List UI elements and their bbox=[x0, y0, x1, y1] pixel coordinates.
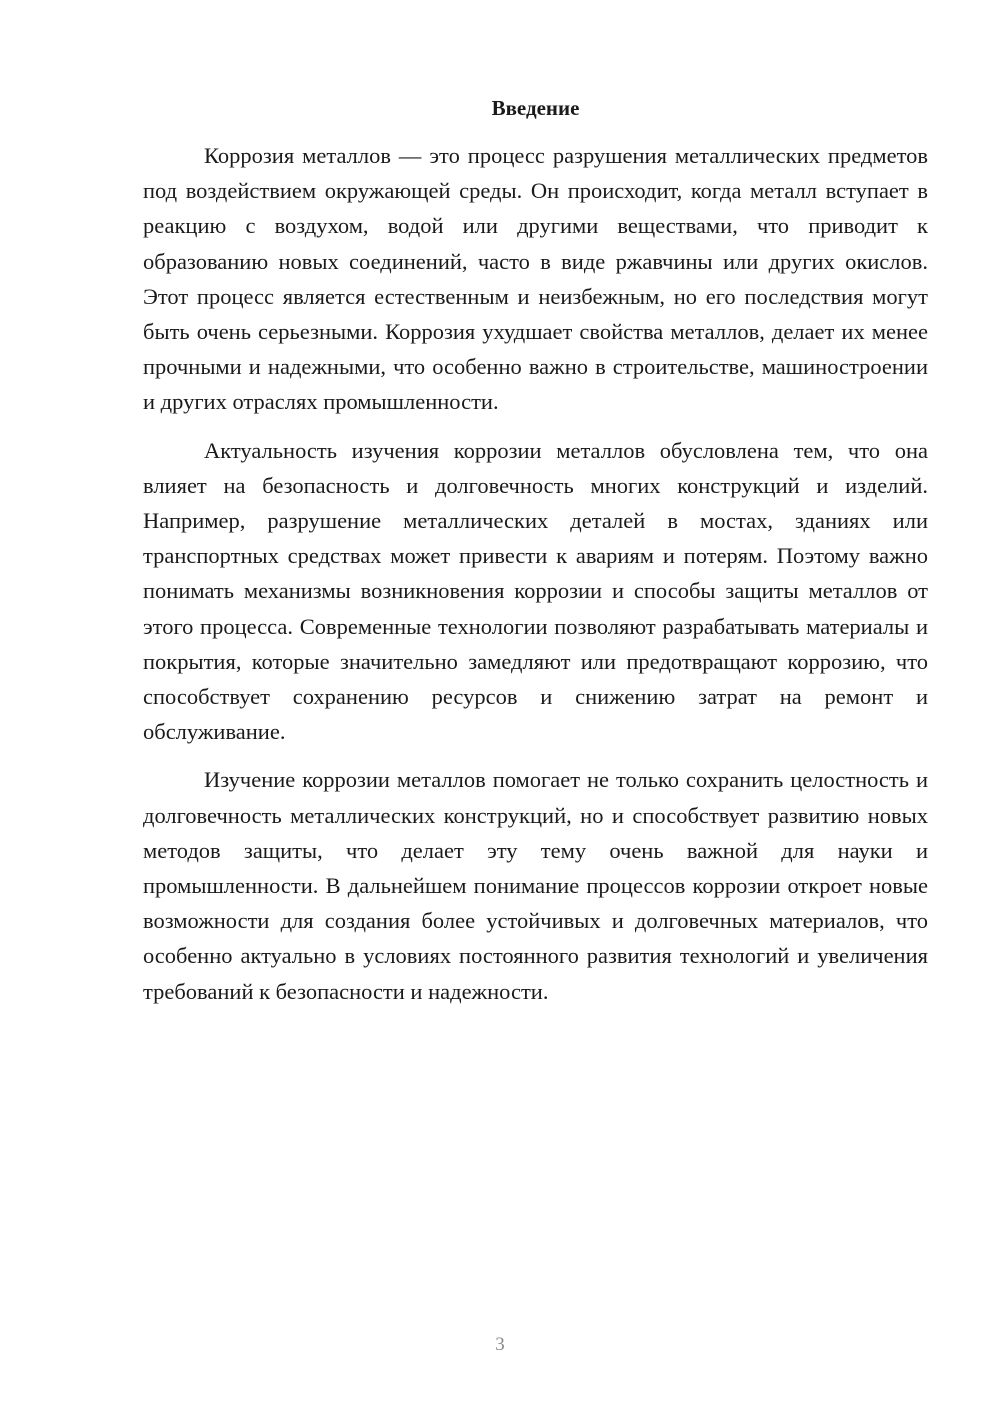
section-title: Введение bbox=[491, 96, 580, 120]
paragraph-conclusion: Изучение коррозии металлов помогает не только сохранить целостность и долговечность металлических конструкций, но и способствует развитию новых методов защиты, что делает эту тему очень важной для науки и промышленности. В дальнейшем понимание процессов коррозии откроет новые возможности для создания более устойчивых и долговечных материалов, что особенно актуально в условиях постоянного развития технологий и увеличения требований к безопасности и надежности. bbox=[143, 767, 928, 1004]
page-number: 3 bbox=[495, 1334, 505, 1355]
page-content bbox=[143, 90, 928, 1022]
paragraph-intro: Коррозия металлов — это процесс разрушения металлических предметов под воздействием окружающей среды. Он происходит, когда металл вступает в реакцию с воздухом, водой или другими веществами, что приводит к образованию новых соединений, часто в виде ржавчины или других окислов. Этот процесс является естественным и неизбежным, но его последствия могут быть очень серьезными. Коррозия ухудшает свойства металлов, делает их менее прочными и надежными, что особенно важно в строительстве, машиностроении и других отраслях промышленности. bbox=[143, 143, 928, 415]
paragraph-relevance: Актуальность изучения коррозии металлов обусловлена тем, что она влияет на безопасность и долговечность многих конструкций и изделий. Например, разрушение металлических деталей в мостах, зданиях или транспортных средствах может привести к авариям и потерям. Поэтому важно понимать механизмы возникновения коррозии и способы защиты металлов от этого процесса. Современные технологии позволяют разрабатывать материалы и покрытия, которые значительно замедляют или предотвращают коррозию, что способствует сохранению ресурсов и снижению затрат на ремонт и обслуживание. bbox=[143, 437, 928, 745]
